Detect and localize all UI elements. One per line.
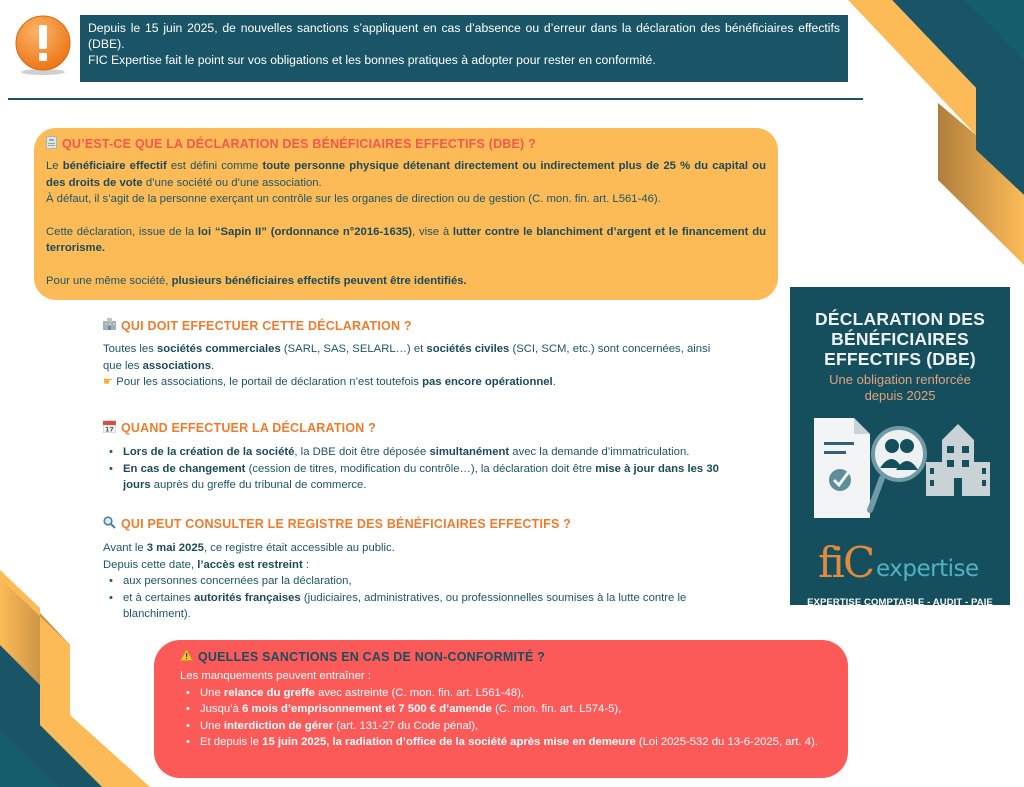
- section-what-is-dbe: [34, 128, 778, 300]
- default-paragraph: À défaut, il s’agit de la personne exerçant un contrôle sur les organes de direction ou de gestion (C. mon. fin. art. L561-46).: [46, 193, 661, 205]
- building-icon: [926, 424, 990, 496]
- pointing-hand-icon: ☛: [103, 376, 114, 388]
- svg-text:17: 17: [105, 426, 114, 433]
- header-line-2: FIC Expertise fait le point sur vos obligations et les bonnes pratiques à adopter pour rester en conformité.: [88, 53, 656, 67]
- sanctions-list: [180, 685, 848, 751]
- side-card-subtitle: Une obligation renforcée depuis 2025: [829, 372, 971, 403]
- header-line-1: Depuis le 15 juin 2025, de nouvelles sanctions s’appliquent en cas d’absence ou d’erreur dans la déclaration des bénéficiaires effectifs (DBE).: [88, 21, 840, 51]
- section-sanctions: [154, 640, 848, 778]
- law-paragraph: Cette déclaration, issue de la loi “Sapin II” (ordonnance n°2016-1635), vise à lutter contre le blanchiment d’argent et le financement du terrorisme.: [46, 225, 766, 254]
- list-item: • et à certaines autorités françaises (judiciaires, administratives, ou professionnelles soumises à la lutte contre le blanchiment).: [103, 590, 723, 623]
- list-item: • Une relance du greffe avec astreinte (C. mon. fin. art. L561-48),: [180, 685, 848, 702]
- fic-expertise-logo: fiC expertise: [818, 538, 979, 587]
- list-item: • Une interdiction de gérer (art. 131-27 du Code pénal),: [180, 718, 848, 735]
- section-sanctions-body: Les manquements peuvent entraîner : • Une relance du greffe avec astreinte (C. mon. fin. art. L561-48), • Jusqu’à 6 mois d’emprisonnement et 7 500 € d’amende (C. mon. fin. art. L574-5), • Une interdiction de gérer (art. 131-27 du Code pénal), • Et depuis le 15 juin 2025, la radiation d’office de la société après mise en demeure (Loi 2025-532 du 13-6-2025, art. 4).: [180, 668, 848, 751]
- list-item: • En cas de changement (cession de titres, modification du contrôle…), la déclaration doit être mise à jour dans les 30 jours auprès du greffe du tribunal de commerce.: [103, 461, 723, 494]
- section-who-body: Toutes les sociétés commerciales (SARL, SAS, SELARL…) et sociétés civiles (SCI, SCM, etc.) sont concernées, ainsi que les associations. ☛ Pour les associations, le portail de déclaration n’est toutefois pas encore opérationnel.: [103, 343, 711, 388]
- warning-triangle-icon: [180, 649, 193, 664]
- section-who-title: QUI DOIT EFFECTUER CETTE DÉCLARATION ?: [103, 318, 723, 333]
- section-consult-title: QUI PEUT CONSULTER LE REGISTRE DES BÉNÉFICIAIRES EFFECTIFS ?: [103, 516, 723, 532]
- side-card-tagline: EXPERTISE COMPTABLE - AUDIT - PAIE: [807, 597, 993, 608]
- list-item: • Lors de la création de la société, la DBE doit être déposée simultanément avec la demande d’immatriculation.: [103, 444, 723, 461]
- declaration-illustration: [802, 418, 998, 528]
- section-sanctions-title: QUELLES SANCTIONS EN CAS DE NON-CONFORMITÉ ?: [180, 649, 848, 664]
- building-icon: [103, 318, 116, 333]
- section-what-title: QU’EST-CE QUE LA DÉCLARATION DES BÉNÉFICIAIRES EFFECTIFS (DBE) ?: [46, 136, 766, 152]
- section-who-can-consult: [103, 516, 723, 623]
- header-divider: [8, 98, 863, 100]
- when-list: [103, 444, 723, 494]
- magnifier-people-icon: [870, 428, 925, 510]
- consult-list: [103, 573, 723, 623]
- side-promo-card: [790, 287, 1010, 608]
- corner-decoration-top-right: [830, 0, 1024, 290]
- definition-paragraph: Le bénéficiaire effectif est défini comme toute personne physique détenant directement ou indirectement plus de 25 % du capital ou des droits de vote d’une société ou d’une association.: [46, 160, 766, 189]
- list-item: • Et depuis le 15 juin 2025, la radiation d’office de la société après mise en demeure (Loi 2025-532 du 13-6-2025, art. 4).: [180, 734, 848, 751]
- section-when-title: 17 QUAND EFFECTUER LA DÉCLARATION ?: [103, 420, 723, 436]
- side-card-title: DÉCLARATION DES BÉNÉFICIAIRES EFFECTIFS (DBE): [815, 309, 985, 369]
- header-banner: [80, 15, 848, 82]
- section-when-to-declare: [103, 420, 723, 494]
- multiple-beneficiaries-paragraph: Pour une même société, plusieurs bénéficiaires effectifs peuvent être identifiés.: [46, 274, 467, 287]
- document-icon: [46, 136, 57, 152]
- list-item: • aux personnes concernées par la déclaration,: [103, 573, 723, 590]
- section-consult-body: Avant le 3 mai 2025, ce registre était accessible au public. Depuis cette date, l’accès est restreint : • aux personnes concernées par la déclaration, • et à certaines autorités françaises (judiciaires, administratives, ou professionnelles soumises à la lutte contre le blanchiment).: [103, 540, 723, 623]
- section-what-body: [46, 158, 766, 289]
- calendar-icon: [103, 420, 116, 436]
- section-who-must-declare: [103, 318, 723, 391]
- document-check-icon: [814, 418, 870, 518]
- magnifier-icon: [103, 516, 116, 532]
- exclamation-warning-icon: [12, 14, 74, 76]
- list-item: • Jusqu’à 6 mois d’emprisonnement et 7 500 € d’amende (C. mon. fin. art. L574-5),: [180, 701, 848, 718]
